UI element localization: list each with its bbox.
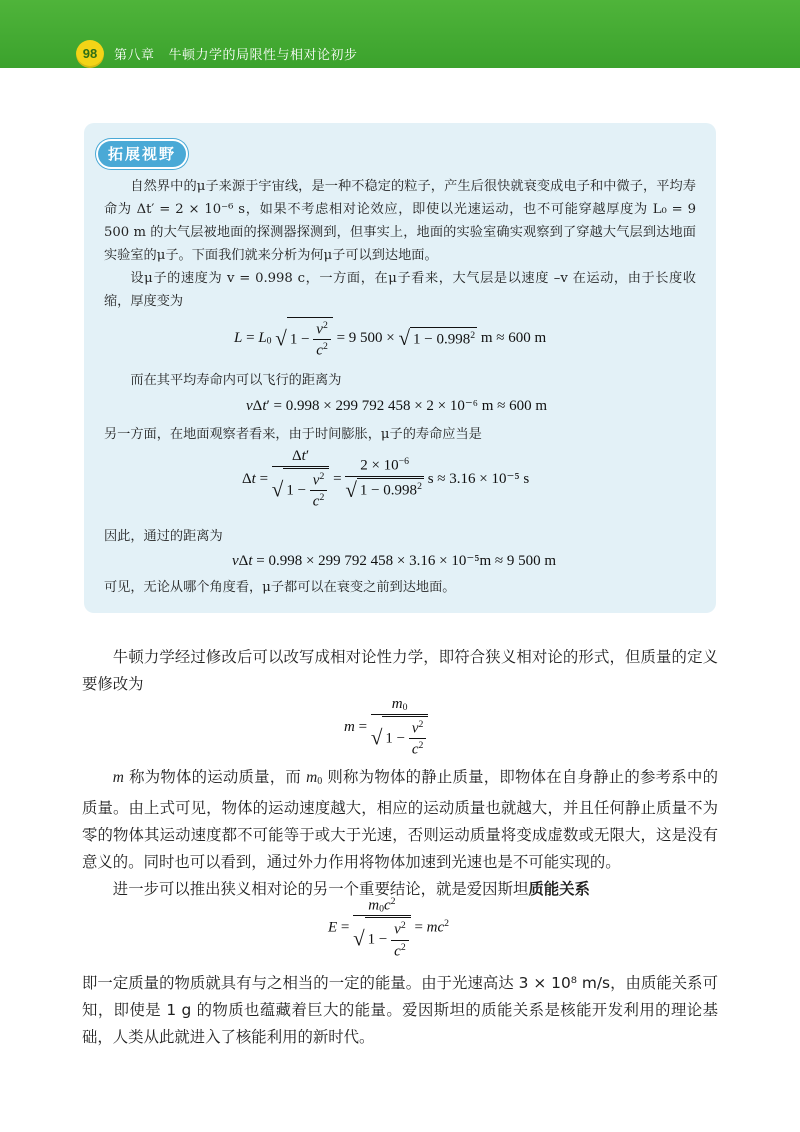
main-paragraph-2: m 称为物体的运动质量，而 $m_0$ 则称为物体的静止质量，即物体在自身静止的参考系中的质量。由上式可见，物体的运动速度越大，相应的运动质量也就越大，并且任何静止质量不为零的物体其运动速度都不可能等于或大于光速，否则运动质量将变成虚数或无限大，这是没有意义的。同时也可以看到，通过外力作用将物体加速到光速也是不可能实现的。 进一步可以推出狭义相对论的另一个重要结论，就是爱因斯坦质能关系: [82, 768, 718, 898]
extension-paragraph-6: [104, 576, 696, 599]
extension-box: [84, 123, 716, 613]
extension-paragraph-4: [104, 423, 696, 446]
extension-badge: 拓展视野: [98, 141, 186, 167]
page-header: [0, 0, 800, 72]
conclusion-text: 可见，无论从哪个角度看，μ子都可以在衰变之前到达地面。: [104, 580, 456, 595]
time-dilation-equation: Δt = Δt′ √ 1 − $\frac{v^2}{c^2}$ = $\frac{2 \times 10^{-6}}{√ 1 - 0.998^2}$ s ≈ 3.16 × 10⁻⁵ s: [242, 448, 530, 510]
muon-speed-text: 设μ子的速度为 v = 0.998 c，一方面，在μ子看来，大气层是以速度 –v 在运动，由于长度收缩，厚度变为: [104, 271, 696, 309]
muon-intro-text: 自然界中的μ子来源于宇宙线，是一种不稳定的粒子，产生后很快就衰变成电子和中微子，平均寿命为 Δt′ = 2 × 10⁻⁶ s，如果不考虑相对论效应，即使以光速运动，也不可能穿越厚度为 L₀ = 9 500 m 的大气层被地面的探测器探测到，但事实上，地面的实验室确实观察到了穿越大气层到达地面实验室的μ子。下面我们就来分析为何μ子可以到达地面。: [104, 179, 696, 263]
relativistic-mass-equation: m = $m_0$ √ 1 − $\frac{v^2}{c^2}$: [344, 696, 428, 759]
main-paragraph-1: [82, 644, 718, 698]
travel-distance-text: 因此，通过的距离为: [104, 529, 223, 544]
eq3-tail: s ≈ 3.16 × 10⁻⁵ s: [427, 470, 530, 487]
extension-paragraph-1: [104, 175, 696, 313]
relativistic-mass-intro: 牛顿力学经过修改后可以改写成相对论性力学，即符合狭义相对论的形式，但质量的定义要修改为: [82, 648, 718, 693]
nuclear-energy-text: 即一定质量的物质就具有与之相当的一定的能量。由于光速高达 3 × 10⁸ m/s，由质能关系可知，即使是 1 g 的物质也蕴藏着巨大的能量。爱因斯坦的质能关系是核能开发利用的理论基础，人类从此就进入了核能利用的新时代。: [82, 974, 718, 1046]
extension-paragraph-5: [104, 525, 696, 548]
eq2-value: = 0.998 × 299 792 458 × 2 × 10⁻⁶ m ≈ 600 m: [273, 398, 548, 414]
header-divider: [0, 68, 800, 72]
mass-energy-intro: 进一步可以推出狭义相对论的另一个重要结论，就是爱因斯坦: [112, 880, 529, 898]
time-dilation-text: 另一方面，在地面观察者看来，由于时间膨胀，μ子的寿命应当是: [104, 427, 482, 442]
mass-energy-term: 质能关系: [528, 880, 590, 898]
flight-distance-text: 而在其平均寿命内可以飞行的距离为: [130, 373, 342, 388]
page-number-badge: 98: [76, 40, 104, 68]
mass-definition-b: 则称为物体的静止质量，即物体在自身静止的参考系中的质量。由上式可见，物体的运动速度越大，相应的运动质量也就越大，并且任何静止质量不为零的物体其运动速度都不可能等于或大于光速，否则运动质量将变成虚数或无限大，这是没有意义的。同时也可以看到，通过外力作用将物体加速到光速也是不可能实现的。: [82, 768, 718, 871]
eq1-result: = 9 500 ×: [336, 329, 395, 346]
mass-energy-equation: E = $m_0c^2$ √ 1 − $\frac{v^2}{c^2}$ = $mc^2$: [328, 896, 450, 960]
eq4-value: = 0.998 × 299 792 458 × 3.16 × 10⁻⁵m ≈ 9 500 m: [256, 553, 557, 569]
chapter-title: 牛顿力学的局限性与相对论初步: [168, 48, 358, 63]
chapter-number: 第八章: [114, 48, 155, 63]
mass-definition-a: 称为物体的运动质量，而: [129, 768, 302, 786]
main-paragraph-4: [82, 970, 718, 1051]
travel-distance-equation: vΔt = 0.998 × 299 792 458 × 3.16 × 10⁻⁵m ≈ 9 500 m: [232, 553, 557, 569]
length-contraction-equation: $L = L_0$ √ 1 − $\frac{v^2}{c^2}$ = 9 500 × √ $1 - 0.998^2$ m ≈ 600 m: [234, 317, 546, 360]
eq1-tail: m ≈ 600 m: [480, 329, 547, 346]
flight-distance-equation: vΔt′ = 0.998 × 299 792 458 × 2 × 10⁻⁶ m ≈ 600 m: [246, 398, 548, 414]
extension-paragraph-3: [104, 369, 696, 392]
chapter-heading: [114, 44, 358, 63]
